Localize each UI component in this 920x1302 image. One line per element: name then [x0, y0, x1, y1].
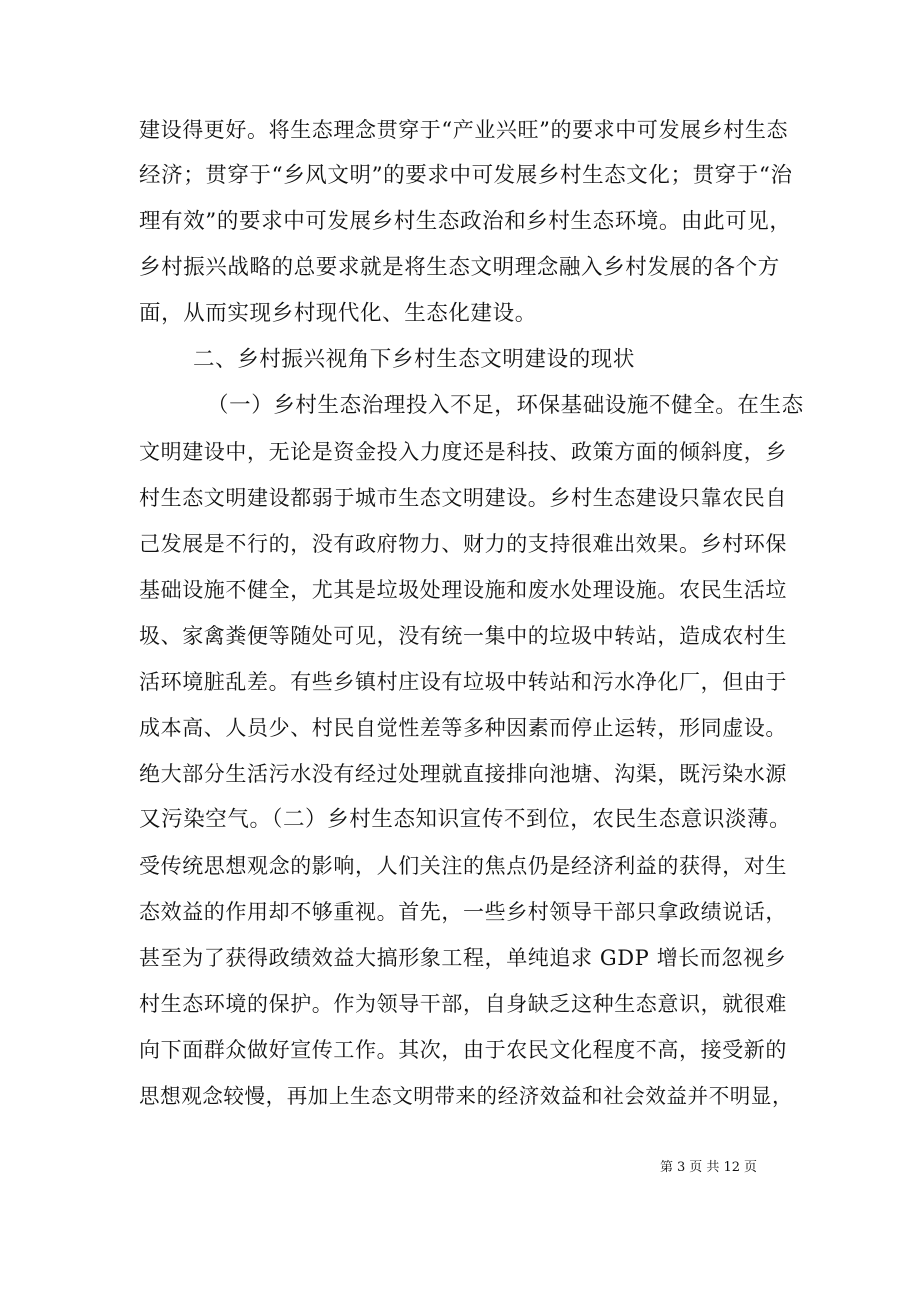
text-line: 态效益的作用却不够重视。首先，一些乡村领导干部只拿政绩说话，: [139, 900, 787, 924]
text-line: 又污染空气。（二）乡村生态知识宣传不到位，农民生态意识淡薄。: [139, 807, 792, 832]
footer-prefix: 第: [660, 1160, 674, 1175]
page-footer: [660, 1158, 800, 1178]
text-line: （一）乡村生态治理投入不足，环保基础设施不健全。在生态: [207, 393, 804, 418]
text-line: 绝大部分生活污水没有经过处理就直接排向池塘、沟渠，既污染水源: [139, 762, 787, 786]
footer-suffix: 页: [743, 1160, 757, 1175]
footer-page-number: 3: [677, 1160, 686, 1175]
text-line: 基础设施不健全，尤其是垃圾处理设施和废水处理设施。农民生活垃: [139, 578, 787, 602]
text-line: 村生态环境的保护。作为领导干部，自身缺乏这种生态意识，就很难: [139, 992, 787, 1016]
text-line: 面，从而实现乡村现代化、生态化建设。: [139, 301, 537, 326]
text-line: 圾、家禽粪便等随处可见，没有统一集中的垃圾中转站，造成农村生: [139, 624, 787, 648]
text-line: 村生态文明建设都弱于城市生态文明建设。乡村生态建设只靠农民自: [139, 486, 787, 510]
text-line: 文明建设中，无论是资金投入力度还是科技、政策方面的倾斜度，乡: [139, 440, 787, 464]
text-line: 思想观念较慢，再加上生态文明带来的经济效益和社会效益并不明显，: [139, 1084, 794, 1108]
text-line: 建设得更好。将生态理念贯穿于“产业兴旺”的要求中可发展乡村生态: [139, 118, 789, 142]
text-line: 己发展是不行的，没有政府物力、财力的支持很难出效果。乡村环保: [139, 532, 787, 556]
text-line: 理有效”的要求中可发展乡村生态政治和乡村生态环境。由此可见，: [139, 209, 792, 234]
footer-middle: 页 共: [689, 1160, 720, 1175]
text-line: 活环境脏乱差。有些乡镇村庄设有垃圾中转站和污水净化厂，但由于: [139, 670, 787, 694]
section-heading: 二、乡村振兴视角下乡村生态文明建设的现状: [193, 347, 636, 372]
footer-total-pages: 12: [723, 1160, 740, 1175]
text-line: 受传统思想观念的影响，人们关注的焦点仍是经济利益的获得，对生: [139, 854, 787, 878]
text-line: 甚至为了获得政绩效益大搞形象工程，单纯追求 GDP 增长而忽视乡: [139, 946, 787, 970]
text-line: 向下面群众做好宣传工作。其次，由于农民文化程度不高，接受新的: [139, 1038, 787, 1062]
text-line: 经济；贯穿于“乡风文明”的要求中可发展乡村生态文化；贯穿于“治: [139, 163, 793, 188]
text-line: 乡村振兴战略的总要求就是将生态文明理念融入乡村发展的各个方: [139, 255, 780, 280]
text-line: 成本高、人员少、村民自觉性差等多种因素而停止运转，形同虚设。: [139, 716, 787, 740]
